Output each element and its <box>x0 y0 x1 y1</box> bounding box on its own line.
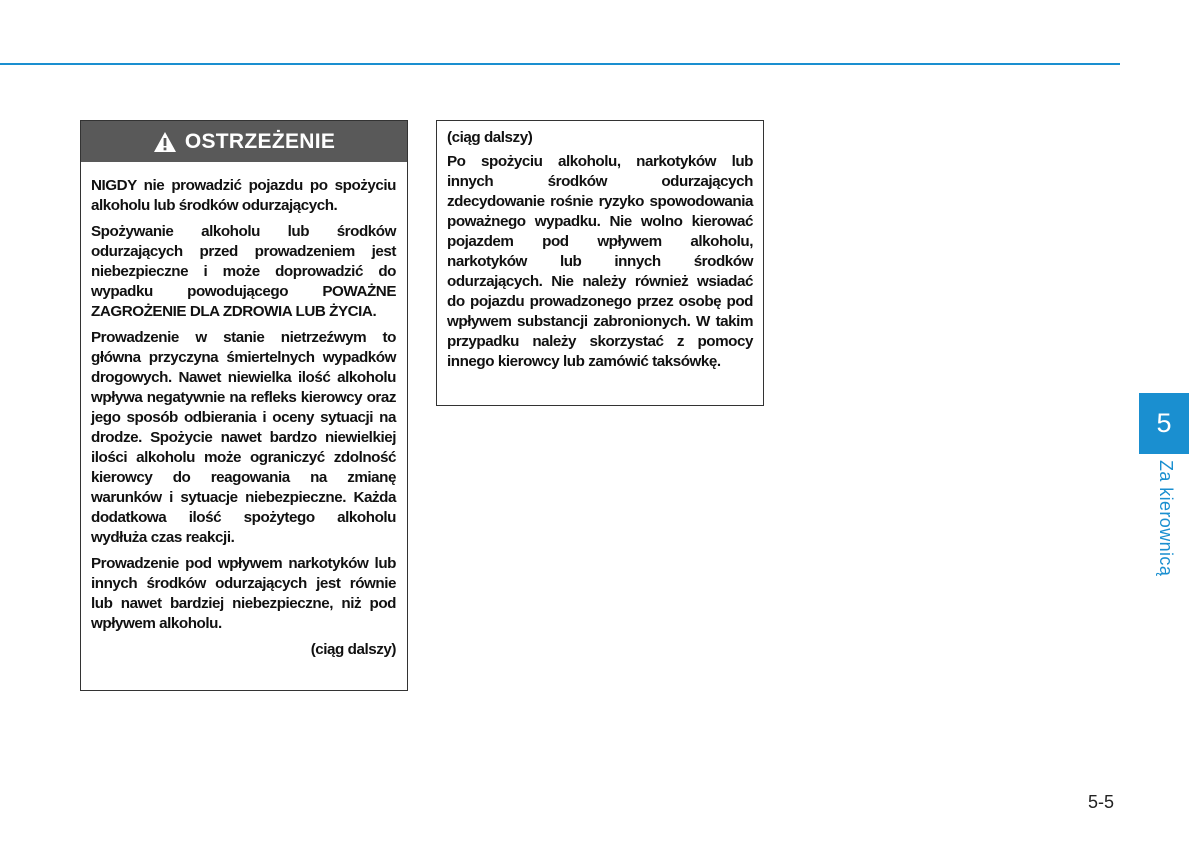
warning-paragraph-1: NIGDY nie prowadzić pojazdu po spożyciu alkoholu lub środków odurzających. <box>91 177 396 214</box>
continuation-box <box>436 120 764 406</box>
continuation-paragraph: Po spożyciu alkoholu, narkotyków lub innych środków odurzających zdecydowanie rośnie ryzyko spowodowania poważnego wypadku. Nie wolno kierować pojazdem pod wpływem alkoholu, narkotyków lub innych środków odurzających. Nie należy również wsiadać do pojazdu prowadzonego przez osobę pod wpływem substancji zabronionych. W takim przypadku należy skorzystać z pomocy innego kierowcy lub zamówić taksówkę. <box>447 153 753 370</box>
warning-header <box>81 121 407 162</box>
warning-title: OSTRZEŻENIE <box>184 129 336 153</box>
page-number: 5-5 <box>1088 792 1115 812</box>
warning-triangle-icon <box>153 131 177 153</box>
continuation-label: (ciąg dalszy) <box>447 129 533 146</box>
warning-paragraph-3: Prowadzenie w stanie nietrzeźwym to główna przyczyna śmiertelnych wypadków drogowych. Nawet niewielka ilość alkoholu wpływa negatywnie na refleks kierowcy oraz jego sposób odbierania i oceny sytuacji na drodze. Spożycie nawet bardzo niewielkiej ilości alkoholu może ograniczyć zdolność kierowcy do reagowania na zmianę warunków i sytuacje niebezpieczne. Każda dodatkowa ilość spożytego alkoholu wydłuża czas reakcji. <box>91 329 396 546</box>
warning-paragraph-4: Prowadzenie pod wpływem narkotyków lub innych środków odurzających jest równie lub nawet bardziej niebezpieczne, niż pod wpływem alkoholu. <box>91 555 396 632</box>
warning-paragraph-2: Spożywanie alkoholu lub środków odurzających przed prowadzeniem jest niebezpieczne i może doprowadzić do wypadku powodującego POWAŻNE ZAGROŻENIE DLA ZDROWIA LUB ŻYCIA. <box>91 223 396 320</box>
warning-box <box>80 120 408 691</box>
warning-continued-note: (ciąg dalszy) <box>310 641 396 658</box>
chapter-title: Za kierownicą <box>1156 460 1176 577</box>
warning-body <box>81 162 407 660</box>
top-rule <box>0 63 1120 65</box>
chapter-number-tab: 5 <box>1139 393 1189 454</box>
